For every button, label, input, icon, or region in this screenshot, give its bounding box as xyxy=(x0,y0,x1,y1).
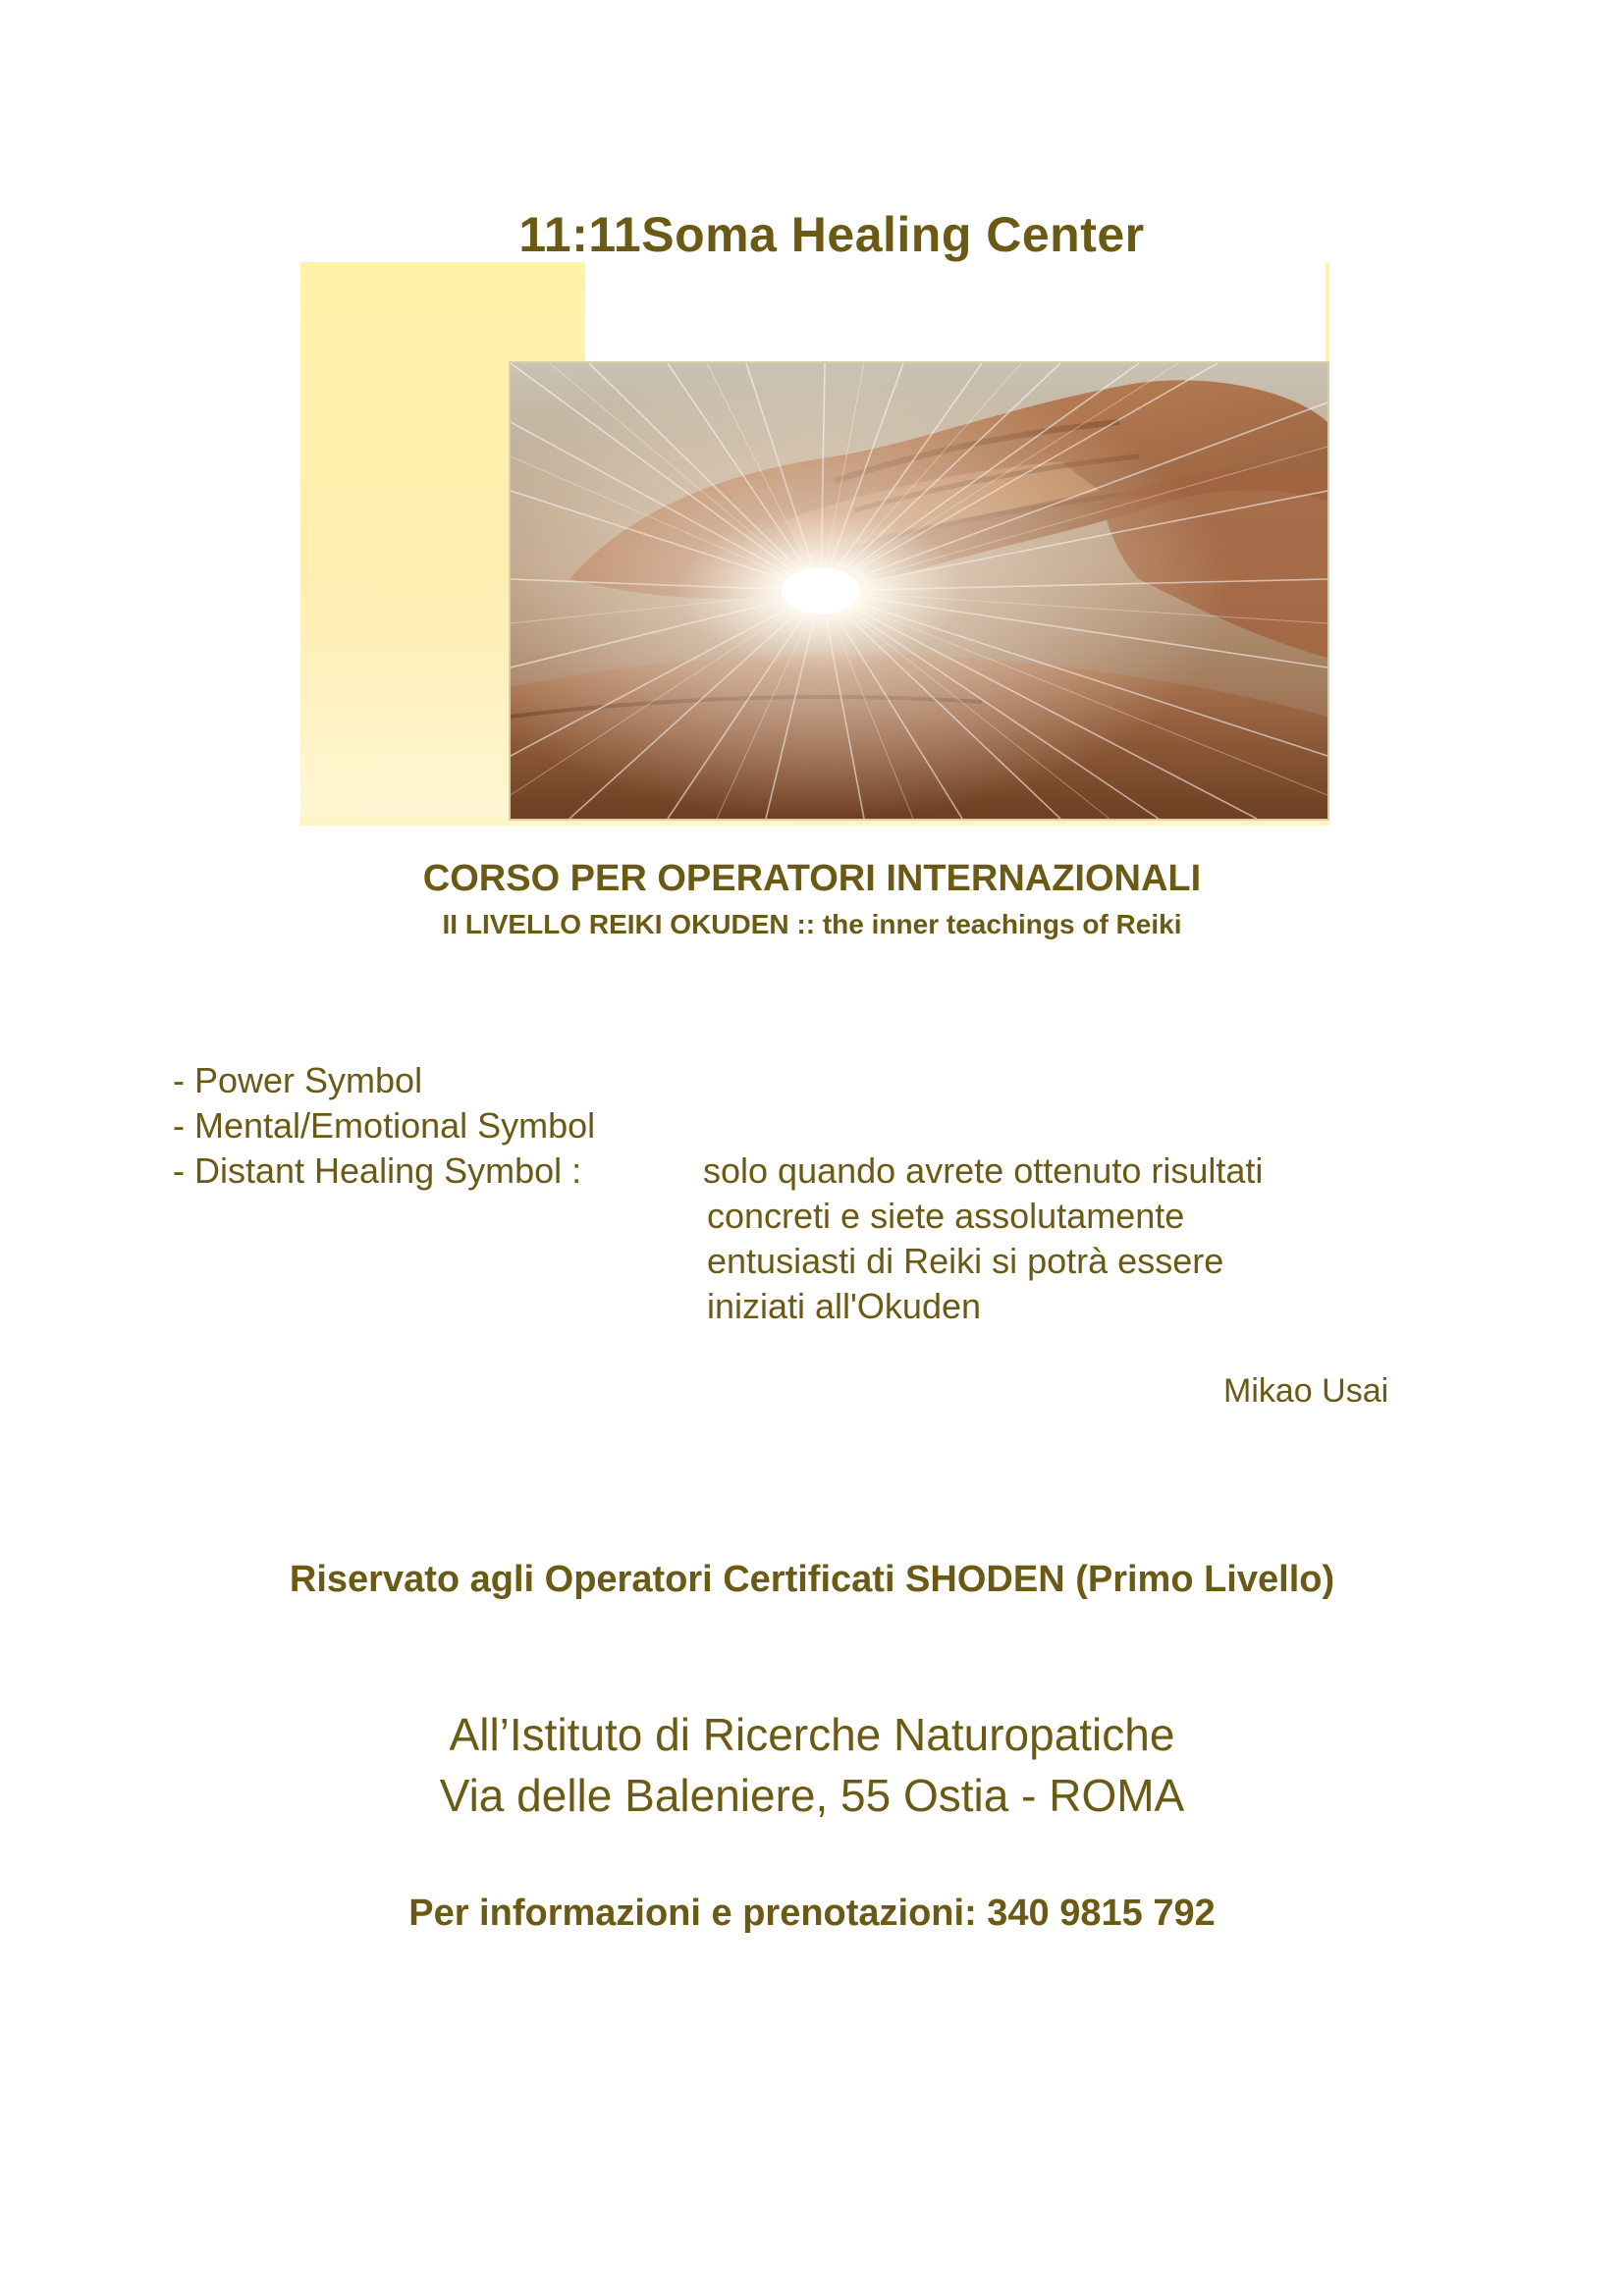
course-title: CORSO PER OPERATORI INTERNAZIONALI xyxy=(422,858,1202,899)
symbol-item: - Distant Healing Symbol : xyxy=(173,1150,582,1191)
healing-hands-photo xyxy=(511,363,1327,819)
banner-top-strip xyxy=(585,262,1326,350)
address-line-1: All’Istituto di Ricerche Naturopatiche xyxy=(449,1709,1175,1760)
contact-info: Per informazioni e prenotazioni: 340 9815 792 xyxy=(408,1893,1216,1934)
healing-light-image xyxy=(511,363,1327,819)
address-line-2: Via delle Baleniere, 55 Ostia - ROMA xyxy=(439,1770,1185,1821)
course-subtitle: II LIVELLO REIKI OKUDEN :: the inner teachings of Reiki xyxy=(442,909,1182,939)
quote-author: Mikao Usai xyxy=(1223,1372,1389,1410)
banner-bottom-edge xyxy=(300,818,1329,826)
reserved-notice: Riservato agli Operatori Certificati SHODEN (Primo Livello) xyxy=(289,1559,1335,1600)
symbol-item: - Power Symbol xyxy=(173,1060,423,1100)
quote-line: entusiasti di Reiki si potrà essere xyxy=(707,1241,1224,1281)
quote-line: concreti e siete assolutamente xyxy=(707,1196,1185,1236)
page-title: 11:11Soma Healing Center xyxy=(518,207,1145,262)
quote-line: solo quando avrete ottenuto risultati xyxy=(703,1150,1264,1191)
symbol-item: - Mental/Emotional Symbol xyxy=(173,1105,596,1146)
quote-line: iniziati all'Okuden xyxy=(707,1286,982,1326)
